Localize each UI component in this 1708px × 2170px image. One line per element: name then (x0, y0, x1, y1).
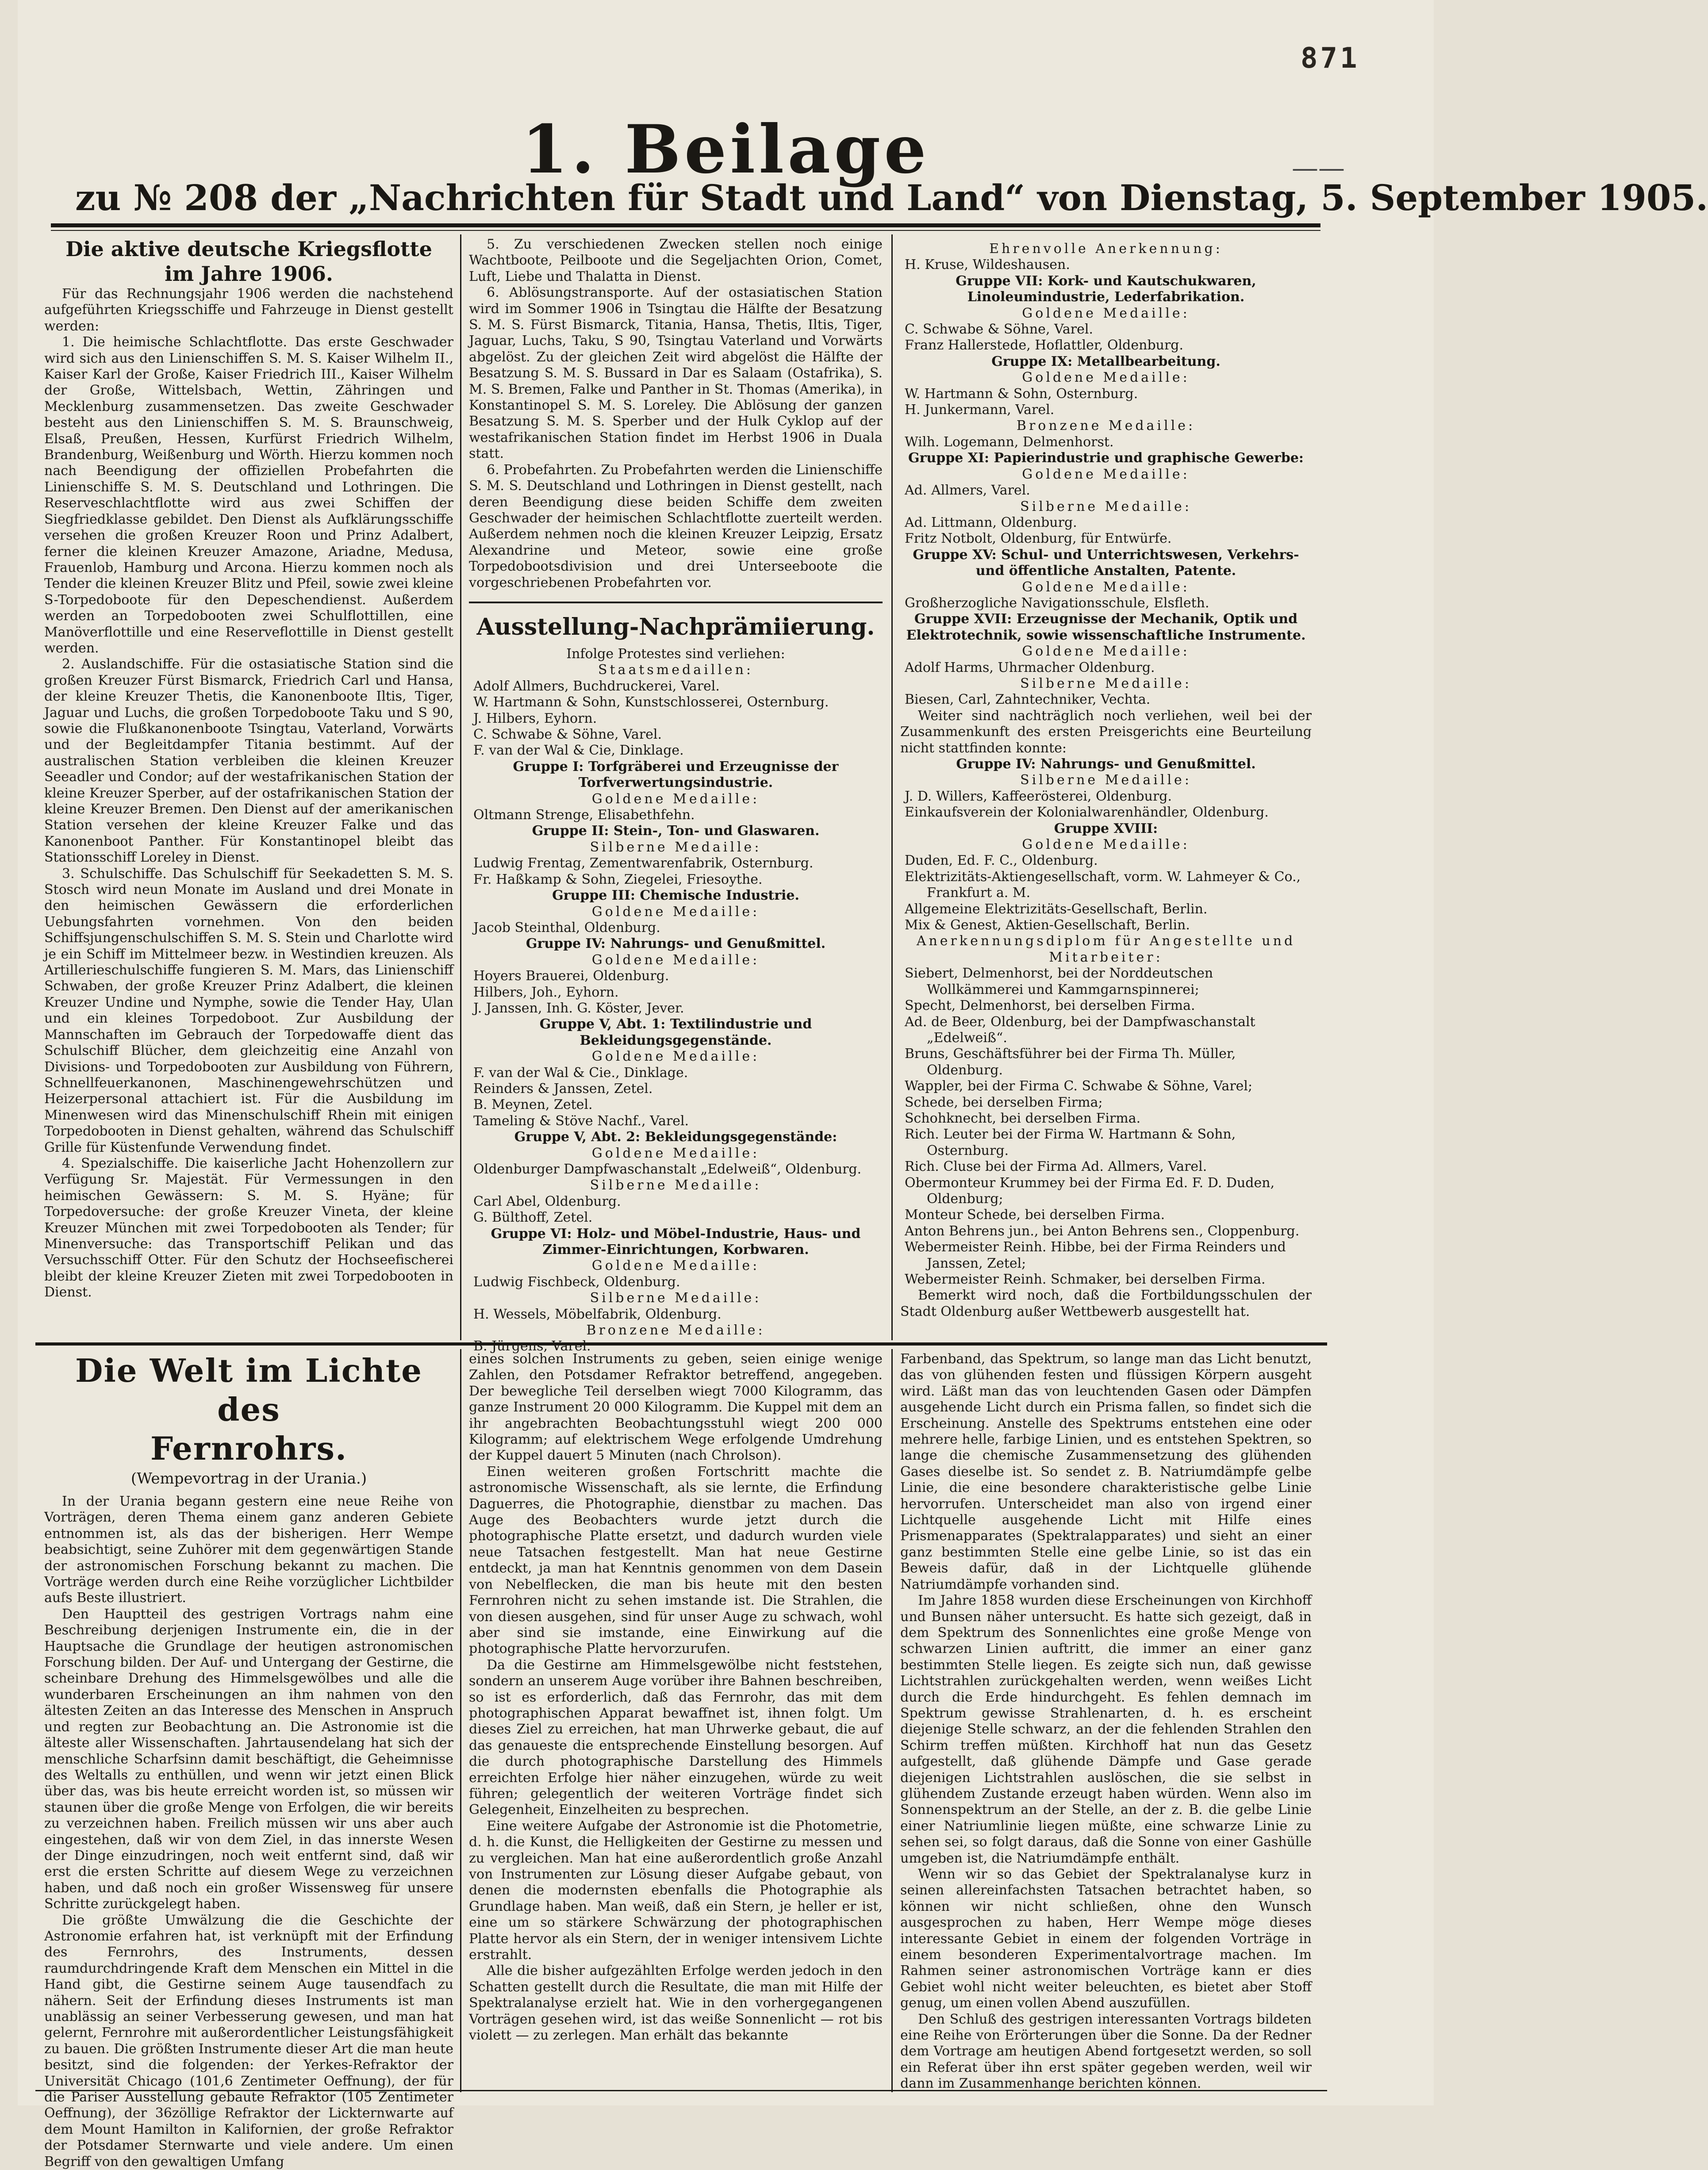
award-group: Gruppe XI: Papierindustrie und graphische Gewerbe: (908, 450, 1304, 466)
award-entry: Reinders & Janssen, Zetel. (473, 1081, 653, 1097)
award-category: Bronzene Medaille: (1016, 418, 1196, 434)
supplement-title: 1. Beilage (522, 111, 930, 188)
article-paragraph: Weiter sind nachträglich noch verliehen, weil bei der Zusammenkunft des ersten Preisgerichts eine Beurteilung nicht stattfinden konnte: (900, 708, 1312, 756)
article-paragraph: Die größte Umwälzung die die Geschichte der Astronomie erfahren hat, ist verknüpft mit der Erfindung des Fernrohrs, des Instruments, dessen raumdurchdringende Kraft dem Menschen ein Mittel in die Hand gibt, die Gestirne seinem Auge tausendfach zu nähern. Seit der Erfindung dieses Instruments ist man unablässig an seiner Verbesserung gewesen, und man hat gelernt, Fernrohre mit außerordentlicher Leistungsfähigkeit zu bauen. Die größten Instrumente dieser Art die man heute besitzt, sind die folgenden: der Yerkes-Refraktor der Universität Chicago (101,6 Zentimeter Oeffnung), der für die Pariser Ausstellung gebaute Refraktor (105 Zentimeter Oeffnung), der 36zöllige Refraktor der Lickternwarte auf dem Mount Hamilton in Kalifornien, der große Refraktor der Potsdamer Sternwarte und viele andere. Um einen Begriff von den gewaltigen Umfang (44, 1912, 453, 2170)
award-category: Goldene Medaille: (591, 1049, 760, 1065)
article-ausstellung-col3 (900, 241, 1312, 1338)
article-title-line2: Fernrohrs. (150, 1430, 348, 1467)
header-rule-thin (51, 230, 1320, 231)
award-entry: J. D. Willers, Kaffeerösterei, Oldenburg. (905, 788, 1172, 804)
award-entry: Webermeister Reinh. Schmaker, bei derselben Firma. (905, 1272, 1266, 1287)
award-category: Goldene Medaille: (1022, 466, 1190, 482)
award-category: Bronzene Medaille: (586, 1323, 765, 1338)
column-rule-3 (460, 1349, 461, 2092)
supplement-subtitle: zu № 208 der „Nachrichten für Stadt und Land“ von Dienstag, 5. September 1905. (75, 177, 1708, 219)
award-category: Goldene Medaille: (1022, 579, 1190, 595)
article-paragraph: Für das Rechnungsjahr 1906 werden die nachstehend aufgeführten Kriegsschiffe und Fahrzeuge in Dienst gestellt werden: (44, 286, 453, 334)
article-paragraph: Da die Gestirne am Himmelsgewölbe nicht feststehen, sondern an unserem Auge vorüber ihre Bahnen beschreiben, so ist es erforderlich, daß das Fernrohr, das mit dem photographischen Apparat bewaffnet ist, ihnen folgt. Um dieses Ziel zu erreichen, hat man Uhrwerke gebaut, die auf das genaueste die entsprechende Einstellung besorgen. Auf die durch photographische Darstellung des Himmels erreichten Erfolge hier näher einzugehen, würde zu weit führen; gelegentlich der weiteren Vorträge findet sich Gelegenheit, Einzelheiten zu besprechen. (469, 1657, 883, 1818)
award-group: Gruppe VI: Holz- und Möbel-Industrie, Haus- und Zimmer-Einrichtungen, Korbwaren. (491, 1226, 861, 1258)
article-paragraph: Einen weiteren großen Fortschritt machte die astronomische Wissenschaft, als sie lernte, die Erfindung Daguerres, die Photographie, dienstbar zu machen. Das Auge des Beobachters wurde jetzt durch die photographische Platte ersetzt, und dadurch wurden viele neue Tatsachen festgestellt. Man hat neue Gestirne entdeckt, ja man hat Kenntnis genommen von dem Dasein von Nebelflecken, die man bis heute mit den besten Fernrohren nicht zu sehen imstande ist. Die Strahlen, die von diesen ausgehen, sind für unser Auge zu schwach, wohl aber sind sie imstande, eine Einwirkung auf die photographische Platte hervorzurufen. (469, 1464, 883, 1657)
column-rule-1 (460, 234, 461, 1340)
award-entry: W. Hartmann & Sohn, Kunstschlosserei, Osternburg. (473, 694, 829, 710)
award-entry: Fr. Haßkamp & Sohn, Ziegelei, Friesoythe. (473, 871, 763, 887)
column-rule-2 (891, 234, 893, 1340)
award-category: Silberne Medaille: (590, 1290, 762, 1306)
article-fernrohr-col1 (44, 1351, 453, 2170)
article-paragraph: eines solchen Instruments zu geben, seien einige wenige Zahlen, den Potsdamer Refraktor betreffend, angegeben. Der bewegliche Teil derselben wiegt 7000 Kilogramm, das ganze Instrument 20 000 Kilogramm. Die Kuppel mit dem an ihr angebrachten Beobachtungsstuhl wiegt 200 000 Kilogramm; auf elektrischem Wege erfolgende Umdrehung der Kuppel dauert 5 Minuten (nach Chrolson). (469, 1351, 883, 1464)
award-group: Gruppe VII: Kork- und Kautschukwaren, Linoleumindustrie, Lederfabrikation. (956, 273, 1256, 305)
award-entry: Elektrizitäts-Aktiengesellschaft, vorm. W. Lahmeyer & Co., Frankfurt a. M. (905, 869, 1301, 901)
article-subtitle: (Wempevortrag in der Urania.) (130, 1470, 367, 1488)
award-group: Gruppe I: Torfgräberei und Erzeugnisse der Torfverwertungsindustrie. (513, 759, 839, 791)
award-entry: C. Schwabe & Söhne, Varel. (473, 727, 662, 743)
award-group: Gruppe XVIII: (1054, 820, 1158, 836)
article-paragraph: 3. Schulschiffe. Das Schulschiff für Seekadetten S. M. S. Stosch wird neun Monate im Ausland und drei Monate in den heimischen Gewässern die erforderlichen Uebungsfahrten vornehmen. Von den beiden Schiffsjungenschulschiffen S. M. S. Stein und Charlotte wird je ein Schiff im Mittelmeer bezw. in Westindien kreuzen. Als Artillerieschulschiffe fungieren S. M. Mars, das Linienschiff Schwaben, der große Kreuzer Prinz Adalbert, die kleinen Kreuzer Undine und Nymphe, sowie die Tender Hay, Ulan und ein kleines Torpedoboot. Zur Ausbildung der Mannschaften im Gebrauch der Torpedowaffe dient das Schulschiff Blücher, dem gleichzeitig eine Anzahl von Divisions- und Torpedobooten zur Ausbildung von Führern, Schnellfeuerkanonen, Maschinengewehrschützen und Heizerpersonal attachiert ist. Für die Ausbildung im Minenwesen wird das Minenschulschiff Rhein mit einigen Torpedobooten in Dienst gehalten, während das Schulschiff Grille für Küstenfunde Verwendung findet. (44, 866, 453, 1155)
award-category: Silberne Medaille: (1020, 772, 1192, 788)
article-paragraph: Im Jahre 1858 wurden diese Erscheinungen von Kirchhoff und Bunsen näher untersucht. Es hatte sich gezeigt, daß in dem Spektrum des Sonnenlichtes eine große Menge von schwarzen Linien auftritt, die immer an einer ganz bestimmten Stelle liegen. Es zeigte sich nun, daß gewisse Lichtstrahlen zurückgehalten werden, wenn weißes Licht durch die Erde hindurchgeht. Es fehlen demnach im Spektrum gewisse Strahlenarten, d. h. es erscheint diejenige Stelle schwarz, an der die fehlenden Strahlen den Schirm treffen müßten. Kirchhoff hat nun das Gesetz aufgestellt, daß glühende Dämpfe und Gase gerade diejenigen Lichtstrahlen auslöschen, die sie selbst in glühendem Zustande erzeugt haben würden. Wenn also im Sonnenspektrum an der Stelle, an der z. B. die gelbe Linie einer Natriumlinie liegen müßte, eine schwarze Linie zu sehen sei, so folgt daraus, daß die Sonne von einer Gashülle umgeben ist, die Natriumdämpfe enthält. (900, 1593, 1312, 1866)
award-entry: Allgemeine Elektrizitäts-Gesellschaft, Berlin. (905, 901, 1208, 917)
award-entry: B. Meynen, Zetel. (473, 1097, 593, 1113)
award-category: Silberne Medaille: (1020, 498, 1192, 514)
award-group: Gruppe V, Abt. 1: Textilindustrie und Bekleidungsgegenstände. (539, 1016, 812, 1048)
article-fernrohr-col2 (469, 1351, 883, 2086)
article-paragraph: 6. Ablösungstransporte. Auf der ostasiatischen Station wird im Sommer 1906 in Tsingtau die Hälfte der Besatzung S. M. S. Fürst Bismarck, Titania, Hansa, Thetis, Iltis, Tiger, Jaguar, Luchs, Taku, S 90, Tsingtau Vaterland und Vorwärts abgelöst. Zu der gleichen Zeit wird abgelöst die Hälfte der Besatzung S. M. S. Bussard in Dar es Salaam (Ostafrika), S. M. S. Bremen, Falke und Panther in St. Thomas (Amerika), in Konstantinopel S. M. S. Loreley. Die Ablösung der ganzen Besatzung S. M. S. Sperber und der Hulk Cyklop auf der westafrikanischen Station findet im Herbst 1906 in Duala statt. (469, 285, 883, 462)
award-category: Goldene Medaille: (591, 952, 760, 968)
award-entry: G. Bülthoff, Zetel. (473, 1210, 593, 1226)
award-category: Silberne Medaille: (590, 1177, 762, 1193)
award-category: Goldene Medaille: (1022, 837, 1190, 853)
section-separator-mid (469, 602, 883, 603)
margin-mark: —— (1292, 153, 1345, 184)
award-entry: Adolf Allmers, Buchdruckerei, Varel. (473, 678, 720, 694)
article-paragraph: Bemerkt wird noch, daß die Fortbildungsschulen der Stadt Oldenburg außer Wettbewerb ausgestellt hat. (900, 1288, 1312, 1319)
award-entry: J. Hilbers, Eyhorn. (473, 710, 597, 726)
article-paragraph: Den Schluß des gestrigen interessanten Vortrags bildeten eine Reihe von Erörterungen über die Sonne. Da der Redner dem Vortrage am heutigen Abend fortgesetzt werden, so soll ein Referat über ihn erst später gegeben werden, weil wir dann im Zusammenhange berichten können. (900, 2011, 1312, 2092)
award-entry: Bruns, Geschäftsführer bei der Firma Th. Müller, Oldenburg. (905, 1046, 1236, 1078)
award-group: Gruppe IV: Nahrungs- und Genußmittel. (956, 756, 1256, 772)
award-entry: H. Wessels, Möbelfabrik, Oldenburg. (473, 1306, 722, 1322)
award-entry: Großherzogliche Navigationsschule, Elsfleth. (905, 595, 1209, 611)
award-category: Silberne Medaille: (1020, 675, 1192, 691)
article-paragraph: Eine weitere Aufgabe der Astronomie ist die Photometrie, d. h. die Kunst, die Helligkeiten der Gestirne zu messen und zu vergleichen. Man hat eine außerordentlich große Anzahl von Instrumenten zur Lösung dieser Aufgabe gebaut, von denen die modernsten ebenfalls die Photographie als Grundlage haben. Man weiß, daß ein Stern, je heller er ist, eine um so stärkere Schwärzung der photographischen Platte hervor als ein Stern, der in weniger intensivem Lichte erstrahlt. (469, 1818, 883, 1963)
article-kriegsflotte-col1 (44, 237, 453, 1338)
section-title: Ausstellung-Nachprämiierung. (476, 613, 875, 640)
article-title-line2: im Jahre 1906. (165, 262, 333, 286)
award-entry: Einkaufsverein der Kolonialwarenhändler, Oldenburg. (905, 805, 1269, 820)
award-entry: Monteur Schede, bei derselben Firma. (905, 1207, 1165, 1223)
award-entry: H. Kruse, Wildeshausen. (905, 257, 1070, 273)
award-entry: Anton Behrens jun., bei Anton Behrens sen., Cloppenburg. (905, 1223, 1300, 1239)
article-fernrohr-col3 (900, 1351, 1312, 2092)
award-entry: Biesen, Carl, Zahntechniker, Vechta. (905, 692, 1151, 708)
award-category: Ehrenvolle Anerkennung: (989, 241, 1223, 257)
article-kriegsflotte-col2 (469, 237, 883, 597)
award-category: Goldene Medaille: (591, 1145, 760, 1161)
award-entry: Adolf Harms, Uhrmacher Oldenburg. (905, 659, 1155, 675)
award-entry: Specht, Delmenhorst, bei derselben Firma. (905, 998, 1195, 1014)
award-entry: Jacob Steinthal, Oldenburg. (473, 920, 660, 935)
award-category: Goldene Medaille: (1022, 644, 1190, 659)
award-entry: Mix & Genest, Aktien-Gesellschaft, Berlin. (905, 917, 1190, 933)
award-group: Gruppe IV: Nahrungs- und Genußmittel. (526, 936, 826, 952)
award-category: Goldene Medaille: (591, 1258, 760, 1274)
award-entry: Carl Abel, Oldenburg. (473, 1193, 621, 1209)
article-paragraph: Alle die bisher aufgezählten Erfolge werden jedoch in den Schatten gestellt durch die Resultate, die man mit Hilfe der Spektralanalyse erzielt hat. Wie in den vorhergegangenen Vorträgen gesehen wird, ist das weiße Sonnenlicht — rot bis violett — zu zerlegen. Man erhält das bekannte (469, 1963, 883, 2043)
award-entry: Tameling & Stöve Nachf., Varel. (473, 1113, 689, 1129)
award-group: Gruppe XVII: Erzeugnisse der Mechanik, Optik und Elektrotechnik, sowie wissenschaftliche Instrumente. (906, 611, 1306, 643)
award-entry: B. Jürgens, Varel. (473, 1338, 591, 1354)
award-group: Gruppe XV: Schul- und Unterrichtswesen, Verkehrs- und öffentliche Anstalten, Patente. (913, 547, 1299, 579)
header-rule-top (51, 223, 1320, 227)
award-entry: Duden, Ed. F. C., Oldenburg. (905, 853, 1098, 869)
article-paragraph: In der Urania begann gestern eine neue Reihe von Vorträgen, deren Thema einem ganz anderen Gebiete entnommen ist, als das der bisherigen. Herr Wempe beabsichtigt, seine Zuhörer mit dem gegenwärtigen Stande der astronomischen Forschung bekannt zu machen. Die Vorträge werden durch eine Reihe vorzüglicher Lichtbilder aufs Beste illustriert. (44, 1494, 453, 1606)
award-entry: W. Hartmann & Sohn, Osternburg. (905, 386, 1138, 402)
article-title: Die Welt im Lichte des (75, 1352, 422, 1428)
award-line: Infolge Protestes sind verliehen: (566, 646, 785, 662)
award-entry: Webermeister Reinh. Hibbe, bei der Firma Reinders und Janssen, Zetel; (905, 1239, 1286, 1271)
award-entry: Ludwig Frentag, Zementwarenfabrik, Osternburg. (473, 855, 814, 871)
award-entry: Obermonteur Krummey bei der Firma Ed. F. D. Duden, Oldenburg; (905, 1175, 1275, 1207)
column-rule-4 (891, 1349, 893, 2092)
article-paragraph: Den Hauptteil des gestrigen Vortrags nahm eine Beschreibung derjenigen Instrumente ein, die in der Hauptsache die Grundlage der heutigen astronomischen Forschung bilden. Der Auf- und Untergang der Gestirne, die scheinbare Drehung des Himmelsgewölbes und alle die wunderbaren Erscheinungen an ihm nahmen von den ältesten Zeiten an das Interesse des Menschen in Anspruch und regten zur Beobachtung an. Die Astronomie ist die älteste aller Wissenschaften. Jahrtausendelang hat sich der menschliche Scharfsinn damit beschäftigt, die Geheimnisse des Weltalls zu enthüllen, und wenn wir jetzt einen Blick über das, was bis heute erreicht worden ist, so müssen wir staunen über die große Menge von Erfolgen, die wir bereits zu verzeichnen haben. Freilich müssen wir uns aber auch eingestehen, daß wir von dem Ziel, in das innerste Wesen der Dinge einzudringen, noch weit entfernt sind, daß wir erst die ersten Schritte auf diesem Wege zu verzeichnen haben, und daß noch ein großer Wissensweg für unsere Schritte zurückgelegt haben. (44, 1606, 453, 1912)
award-entry: F. van der Wal & Cie., Dinklage. (473, 1065, 688, 1081)
award-entry: Ad. de Beer, Oldenburg, bei der Dampfwaschanstalt „Edelweiß“. (905, 1014, 1255, 1046)
award-entry: H. Junkermann, Varel. (905, 402, 1055, 418)
award-entry: Ludwig Fischbeck, Oldenburg. (473, 1274, 680, 1290)
article-paragraph: Wenn wir so das Gebiet der Spektralanalyse kurz in seinen allereinfachsten Tatsachen betrachtet haben, so können wir nicht schließen, ohne den Wunsch ausgesprochen zu haben, Herr Wempe möge dieses interessante Gebiet in einem der folgenden Vorträge in einem besonderen Experimentalvortrage machen. Im Rahmen seiner astronomischen Vorträge kann er dies Gebiet wohl nicht weiter beleuchten, es bietet aber Stoff genug, um einen vollen Abend auszufüllen. (900, 1867, 1312, 2011)
award-group: Gruppe II: Stein-, Ton- und Glaswaren. (532, 823, 820, 839)
page-number: 871 (1301, 42, 1360, 75)
article-paragraph: 4. Spezialschiffe. Die kaiserliche Jacht Hohenzollern zur Verfügung Sr. Majestät. Für Vermessungen in den heimischen Gewässern: S. M. S. Hyäne; für Torpedoversuche: der große Kreuzer Vineta, der kleine Kreuzer München mit zwei Torpedobooten als Tender; für Minenversuche: das Transportschiff Pelikan und das Versuchsschiff Otter. Für den Schutz der Hochseefischerei bleibt der kleine Kreuzer Zieten mit zwei Torpedobooten in Dienst. (44, 1155, 453, 1300)
award-category: Goldene Medaille: (591, 791, 760, 807)
award-entry: Hilbers, Joh., Eyhorn. (473, 984, 619, 1000)
article-title: Die aktive deutsche Kriegsflotte (65, 237, 432, 261)
newspaper-page (18, 0, 1708, 2170)
award-entry: Rich. Leuter bei der Firma W. Hartmann & Sohn, Osternburg. (905, 1127, 1236, 1158)
award-entry: Oltmann Strenge, Elisabethfehn. (473, 807, 695, 823)
award-category: Staatsmedaillen: (598, 662, 754, 678)
article-paragraph: 1. Die heimische Schlachtflotte. Das erste Geschwader wird sich aus den Linienschiffen S. M. S. Kaiser Wilhelm II., Kaiser Karl der Große, Kaiser Friedrich III., Kaiser Wilhelm der Große, Wittelsbach, Wettin, Zähringen und Mecklenburg zusammensetzen. Das zweite Geschwader besteht aus den Linienschiffen S. M. S. Braunschweig, Elsaß, Preußen, Hessen, Kurfürst Friedrich Wilhelm, Brandenburg, Weißenburg und Wörth. Hierzu kommen noch nach Beendigung der offiziellen Probefahrten die Linienschiffe S. M. S. Deutschland und Lothringen. Die Reserveschlachtflotte wird aus zwei Schiffen der Siegfriedklasse gebildet. Den Dienst als Aufklärungsschiffe versehen die großen Kreuzer Roon und Prinz Adalbert, ferner die kleinen Kreuzer Amazone, Ariadne, Medusa, Frauenlob, Hamburg und Arcona. Hierzu kommen noch als Tender die kleinen Kreuzer Blitz und Pfeil, sowie zwei kleine S-Torpedoboote für den Depeschendienst. Außerdem werden an Torpedobooten zwei Schulflottillen, eine Manöverflottille und eine Reserveflottille in Dienst gestellt werden. (44, 334, 453, 656)
award-entry: J. Janssen, Inh. G. Köster, Jever. (473, 1000, 684, 1016)
article-paragraph: 5. Zu verschiedenen Zwecken stellen noch einige Wachtboote, Peilboote und die Segeljachten Orion, Comet, Luft, Liebe und Thalatta in Dienst. (469, 237, 883, 284)
award-category: Goldene Medaille: (1022, 370, 1190, 386)
award-entry: Hoyers Brauerei, Oldenburg. (473, 968, 669, 984)
award-entry: F. van der Wal & Cie, Dinklage. (473, 743, 684, 759)
award-category: Anerkennungsdiplom für Angestellte und Mitarbeiter: (916, 933, 1296, 965)
article-paragraph: Farbenband, das Spektrum, so lange man das Licht benutzt, das von glühenden festen und flüssigen Körpern ausgeht wird. Läßt man das von leuchtenden Gasen oder Dämpfen ausgehende Licht durch ein Prisma fallen, so findet sich die Erscheinung. Anstelle des Spektrums entstehen eine oder mehrere helle, farbige Linien, und es entstehen Spektren, so lange die chemische Zusammensetzung des glühenden Gases dieselbe ist. So sendet z. B. Natriumdämpfe gelbe Linie, die eine besondere charakteristische gelbe Linie hervorrufen. Unterscheidet man also von irgend einer Lichtquelle ausgehende Licht mit Hilfe eines Prismenapparates (Spektralapparates) und sieht an einer ganz bestimmten Stelle eine gelbe Linie, so ist das ein Beweis dafür, daß in der Lichtquelle glühende Natriumdämpfe vorhanden sind. (900, 1351, 1312, 1592)
award-entry: Ad. Littmann, Oldenburg. (905, 514, 1077, 530)
article-paragraph: 6. Probefahrten. Zu Probefahrten werden die Linienschiffe S. M. S. Deutschland und Lothringen in Dienst gestellt, nach deren Beendigung diese beiden Schiffe dem zweiten Geschwader der heimischen Schlachtflotte zuerteilt werden. Außerdem nehmen noch die kleinen Kreuzer Leipzig, Ersatz Alexandrine und Meteor, sowie eine große Torpedobootsdivision und drei Unterseeboote die vorgeschriebenen Probefahrten vor. (469, 462, 883, 590)
article-ausstellung-col2 (469, 608, 883, 1354)
award-category: Silberne Medaille: (590, 839, 762, 855)
award-entry: Ad. Allmers, Varel. (905, 483, 1030, 498)
award-entry: Oldenburger Dampfwaschanstalt „Edelweiß“, Oldenburg. (473, 1162, 862, 1177)
award-entry: Schede, bei derselben Firma; (905, 1094, 1103, 1110)
award-group: Gruppe III: Chemische Industrie. (552, 888, 799, 904)
award-category: Goldene Medaille: (1022, 305, 1190, 321)
award-entry: Fritz Notbolt, Oldenburg, für Entwürfe. (905, 531, 1172, 547)
award-group: Gruppe V, Abt. 2: Bekleidungsgegenstände: (514, 1129, 837, 1145)
award-entry: Siebert, Delmenhorst, bei der Norddeutschen Wollkämmerei und Kammgarnspinnerei; (905, 966, 1213, 997)
award-group: Gruppe IX: Metallbearbeitung. (991, 353, 1221, 369)
award-entry: C. Schwabe & Söhne, Varel. (905, 322, 1094, 337)
award-entry: Wappler, bei der Firma C. Schwabe & Söhne, Varel; (905, 1078, 1253, 1094)
article-paragraph: 2. Auslandschiffe. Für die ostasiatische Station sind die großen Kreuzer Fürst Bismarck, Friedrich Carl und Hansa, der kleine Kreuzer Thetis, die Kanonenboote Iltis, Tiger, Jaguar und Luchs, die großen Torpedoboote Taku und S 90, sowie die Flußkanonenboote Tsingtau, Vaterland, Vorwärts und der Begleitdampfer Titania bestimmt. Auf der australischen Station verbleiben die kleinen Kreuzer Seeadler und Condor; auf der westafrikanischen Station der kleine Kreuzer Sperber, auf der ostafrikanischen Station der kleine Kreuzer Bremen. Den Dienst auf der amerikanischen Station versehen der kleine Kreuzer Falke und das Kanonenboot Panther. Für Konstantinopel bleibt das Stationsschiff Loreley in Dienst. (44, 656, 453, 866)
award-category: Goldene Medaille: (591, 904, 760, 920)
award-entry: Wilh. Logemann, Delmenhorst. (905, 434, 1114, 450)
award-entry: Schohknecht, bei derselben Firma. (905, 1110, 1141, 1126)
award-entry: Franz Hallerstede, Hoflattler, Oldenburg. (905, 337, 1184, 353)
award-entry: Rich. Cluse bei der Firma Ad. Allmers, Varel. (905, 1159, 1207, 1175)
